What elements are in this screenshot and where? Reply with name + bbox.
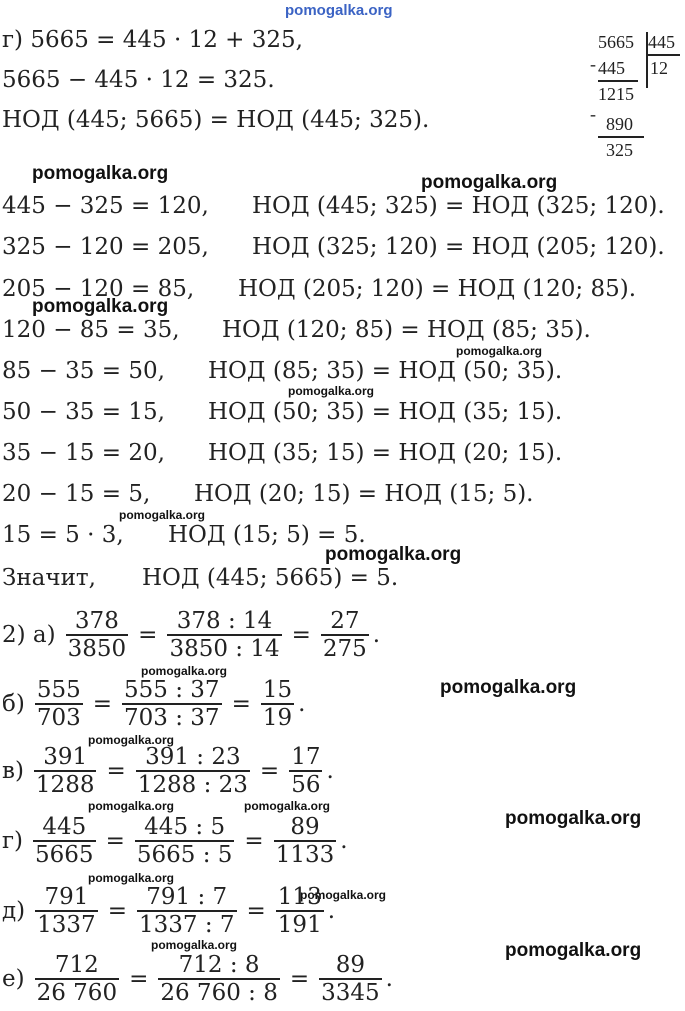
minus-sign: - <box>590 104 596 124</box>
fraction: $\frac{555 : 37}{703 : 37}$ <box>124 677 220 731</box>
step-left: 20 − 15 = 5, <box>2 481 151 507</box>
watermark: pomogalka.org <box>119 508 206 522</box>
fraction: $\frac{15}{19}$ <box>262 677 293 731</box>
watermark: pomogalka.org <box>456 344 543 358</box>
watermark: pomogalka.org <box>32 163 169 184</box>
conclusion-result: НОД (445; 5665) = 5. <box>142 565 399 591</box>
fraction: $\frac{555}{703}$ <box>36 677 81 731</box>
watermark: pomogalka.org <box>285 2 393 19</box>
watermark: pomogalka.org <box>505 808 642 829</box>
fraction: $\frac{445}{5665}$ <box>35 814 94 868</box>
fraction-reduction: е) $\frac{712}{26 760}$ = $\frac{712 : 8}{26 760 : 8}$ = $\frac{89}{3345}$ . <box>2 952 393 1006</box>
step-right: НОД (20; 15) = НОД (15; 5). <box>194 481 534 507</box>
watermark: pomogalka.org <box>141 664 228 678</box>
watermark: pomogalka.org <box>88 799 175 813</box>
fraction: $\frac{791}{1337}$ <box>37 884 96 938</box>
step-right: НОД (50; 35) = НОД (35; 15). <box>208 399 563 425</box>
watermark: pomogalka.org <box>288 384 375 398</box>
equation-line: г) 5665 = 445 · 12 + 325, <box>2 27 303 53</box>
fraction: $\frac{712 : 8}{26 760 : 8}$ <box>160 952 278 1006</box>
watermark: pomogalka.org <box>505 940 642 961</box>
equation-line: 5665 − 445 · 12 = 325. <box>2 67 275 93</box>
watermark: pomogalka.org <box>325 544 462 565</box>
step-left: 35 − 15 = 20, <box>2 440 165 466</box>
watermark: pomogalka.org <box>300 888 387 902</box>
fraction: $\frac{391 : 23}{1288 : 23}$ <box>137 744 248 798</box>
watermark: pomogalka.org <box>421 172 558 193</box>
watermark: pomogalka.org <box>88 871 175 885</box>
fraction: $\frac{27}{275}$ <box>322 608 367 662</box>
watermark: pomogalka.org <box>151 938 238 952</box>
watermark: pomogalka.org <box>88 733 175 747</box>
watermark: pomogalka.org <box>32 296 169 317</box>
watermark: pomogalka.org <box>244 799 331 813</box>
step-right: НОД (35; 15) = НОД (20; 15). <box>208 440 563 466</box>
step-left: 205 − 120 = 85, <box>2 276 195 302</box>
step-left: 445 − 325 = 120, <box>2 193 209 219</box>
step-right: НОД (205; 120) = НОД (120; 85). <box>238 276 637 302</box>
fraction: $\frac{712}{26 760}$ <box>36 952 118 1006</box>
fraction: $\frac{113}{191}$ <box>277 884 322 938</box>
fraction: $\frac{378}{3850}$ <box>67 608 127 662</box>
fraction-reduction: в) $\frac{391}{1288}$ = $\frac{391 : 23}{1288 : 23}$ = $\frac{17}{56}$ . <box>2 744 334 798</box>
step-left: 325 − 120 = 205, <box>2 234 209 260</box>
step-right: НОД (120; 85) = НОД (85; 35). <box>222 317 591 343</box>
step-left: 15 = 5 · 3, <box>2 522 124 548</box>
watermark: pomogalka.org <box>440 677 577 698</box>
fraction: $\frac{445 : 5}{5665 : 5}$ <box>136 814 233 868</box>
long-division <box>590 32 682 172</box>
remainder: 1215 <box>598 84 634 104</box>
conclusion-label: Значит, <box>2 565 96 591</box>
fraction: $\frac{89}{3345}$ <box>321 952 380 1006</box>
step-right: НОД (85; 35) = НОД (50; 35). <box>208 358 563 384</box>
equation-line: НОД (445; 5665) = НОД (445; 325). <box>2 107 430 133</box>
step-right: НОД (325; 120) = НОД (205; 120). <box>252 234 665 260</box>
dividend: 5665 <box>598 32 634 52</box>
step-left: 50 − 35 = 15, <box>2 399 165 425</box>
item-label: е) <box>2 966 25 992</box>
fraction: $\frac{89}{1133}$ <box>275 814 335 868</box>
step-left: 120 − 85 = 35, <box>2 317 180 343</box>
minus-sign: - <box>590 54 596 74</box>
item-label: в) <box>2 758 24 784</box>
divisor: 445 <box>648 32 675 52</box>
fraction-reduction: д) $\frac{791}{1337}$ = $\frac{791 : 7}{1337 : 7}$ = $\frac{113}{191}$ . <box>2 884 336 938</box>
remainder: 325 <box>606 140 633 160</box>
item-label: д) <box>2 898 26 924</box>
step-right: НОД (445; 325) = НОД (325; 120). <box>252 193 665 219</box>
step-left: 85 − 35 = 50, <box>2 358 165 384</box>
fraction: $\frac{791 : 7}{1337 : 7}$ <box>138 884 235 938</box>
item-label: 2) а) <box>2 622 56 648</box>
fraction-reduction: 2) а) $\frac{378}{3850}$ = $\frac{378 : 14}{3850 : 14}$ = $\frac{27}{275}$ . <box>2 608 381 662</box>
fraction: $\frac{391}{1288}$ <box>35 744 95 798</box>
item-label: г) <box>2 828 24 854</box>
subtrahend: 890 <box>606 114 633 134</box>
fraction-reduction: г) $\frac{445}{5665}$ = $\frac{445 : 5}{5665 : 5}$ = $\frac{89}{1133}$ . <box>2 814 348 868</box>
quotient: 12 <box>650 58 668 78</box>
fraction: $\frac{378 : 14}{3850 : 14}$ <box>169 608 280 662</box>
fraction: $\frac{17}{56}$ <box>291 744 321 798</box>
fraction-reduction: б) $\frac{555}{703}$ = $\frac{555 : 37}{703 : 37}$ = $\frac{15}{19}$ . <box>2 677 306 731</box>
item-label: б) <box>2 691 25 717</box>
subtrahend: 445 <box>598 58 625 78</box>
step-right: НОД (15; 5) = 5. <box>168 522 366 548</box>
